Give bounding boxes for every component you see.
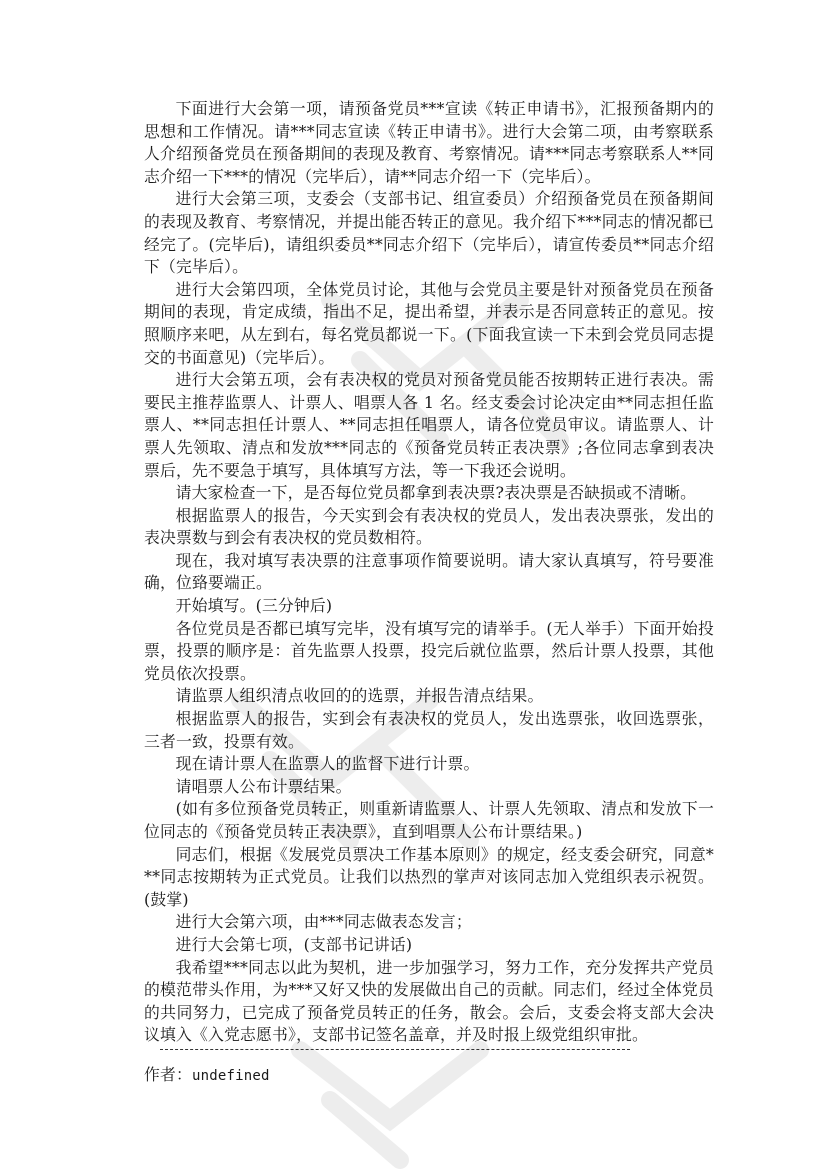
paragraph: 根据监票人的报告，今天实到会有表决权的党员人，发出表决票张，发出的表决票数与到会有表决权的党员数相符。 xyxy=(144,505,714,548)
paragraph: 下面进行大会第一项，请预备党员***宣读《转正申请书》，汇报预备期内的思想和工作情况。请***同志宣读《转正申请书》。进行大会第二项，由考察联系人介绍预备党员在预备期间的表现及教育、考察情况。请***同志考察联系人**同志介绍一下***的情况（完毕后），请**同志介绍一下（完毕后）。 xyxy=(144,99,714,186)
paragraph: 请监票人组织清点收回的的选票，并报告清点结果。 xyxy=(175,686,544,706)
author-line xyxy=(144,1064,714,1088)
paragraph: 进行大会第七项，(支部书记讲话) xyxy=(175,934,413,954)
paragraph: 请唱票人公布计票结果。 xyxy=(175,776,352,796)
paragraph: (如有多位预备党员转正，则重新请监票人、计票人先领取、清点和发放下一位同志的《预备党员转正表决票》，直到唱票人公布计票结果。) xyxy=(144,799,714,841)
paragraph: 进行大会第六项，由***同志做表态发言； xyxy=(175,912,472,932)
paragraph: 进行大会第五项，会有表决权的党员对预备党员能否按期转正进行表决。需要民主推荐监票人、计票人、唱票人各 1 名。经支委会讨论决定由**同志担任监票人、**同志担任计票人、**同志担任唱票人，请各位党员审议。请监票人、计票人先领取、清点和发放***同志的《预备党员转正表决票》;各位同志拿到表决票后，先不要急于填写，具体填写方法，等一下我还会说明。 xyxy=(144,370,714,480)
paragraph: 各位党员是否都已填写完毕，没有填写完的请举手。(无人举手）下面开始投票，投票的顺序是：首先监票人投票，投完后就位监票，然后计票人投票，其他党员依次投票。 xyxy=(144,618,714,683)
author-value: undefined xyxy=(192,1067,270,1084)
dashed-divider xyxy=(160,1049,630,1050)
paragraph: 进行大会第四项，全体党员讨论，其他与会党员主要是针对预备党员在预备期间的表现，肯定成绩，指出不足，提出希望，并表示是否同意转正的意见。按照顺序来吧，从左到右，每名党员都说一下。(下面我宣读一下未到会党员同志提交的书面意见)（完毕后）。 xyxy=(144,279,714,367)
document-body xyxy=(144,98,714,1088)
author-label: 作者： xyxy=(144,1064,192,1084)
paragraph: 现在，我对填写表决票的注意事项作简要说明。请大家认真填写，符号要准确，位臵要端正。 xyxy=(144,550,714,593)
paragraph: 现在请计票人在监票人的监督下进行计票。 xyxy=(175,754,480,774)
paragraph: 开始填写。(三分钟后) xyxy=(175,596,333,616)
paragraph: 进行大会第三项，支委会（支部书记、组宣委员）介绍预备党员在预备期间的表现及教育、考察情况，并提出能否转正的意见。我介绍下***同志的情况都已经完了。(完毕后)，请组织委员**同志介绍下（完毕后），请宣传委员**同志介绍下（完毕后）。 xyxy=(144,189,714,277)
paragraph: 同志们，根据《发展党员票决工作基本原则》的规定，经支委会研究，同意***同志按期转为正式党员。让我们以热烈的掌声对该同志加入党组织表示祝贺。(鼓掌) xyxy=(144,844,714,909)
paragraph: 我希望***同志以此为契机，进一步加强学习，努力工作，充分发挥共产党员的模范带头作用，为***又好又快的发展做出自己的贡献。同志们，经过全体党员的共同努力，已完成了预备党员转正的任务，散会。会后，支委会将支部大会决议填入《入党志愿书》，支部书记签名盖章，并及时报上级党组织审批。 xyxy=(144,957,714,1045)
paragraph: 请大家检查一下，是否每位党员都拿到表决票?表决票是否缺损或不清晰。 xyxy=(175,483,697,503)
paragraph: 根据监票人的报告，实到会有表决权的党员人，发出选票张，收回选票张，三者一致，投票有效。 xyxy=(144,709,714,751)
